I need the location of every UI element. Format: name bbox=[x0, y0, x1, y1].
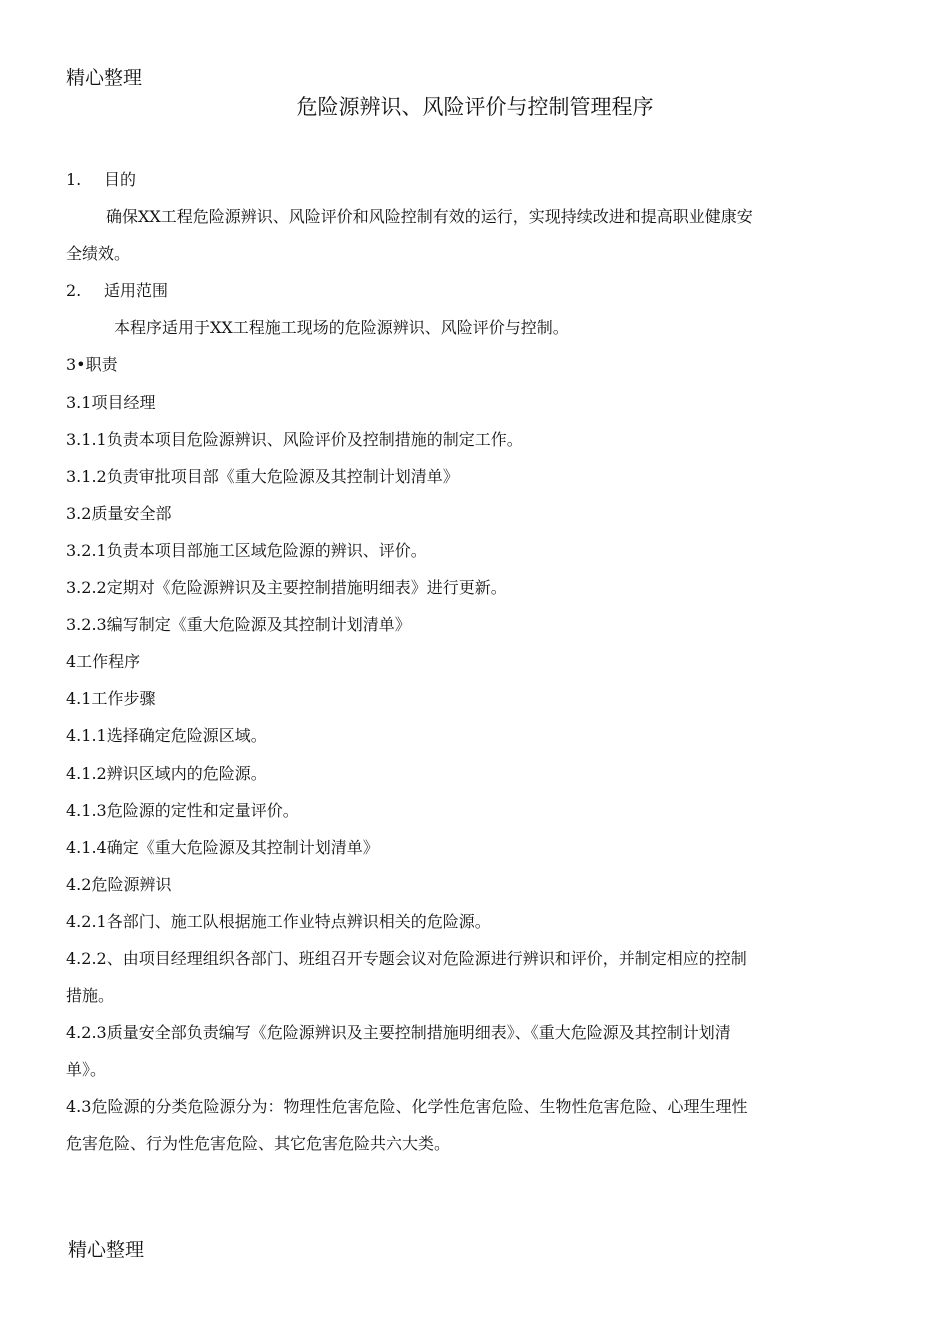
section-2-title: 适用范围 bbox=[104, 281, 169, 301]
section-4-1-1: 4.1.1选择确定危险源区域。 bbox=[66, 726, 267, 746]
section-4-2-2-line-2: 措施。 bbox=[66, 986, 115, 1006]
document-body bbox=[66, 161, 882, 1163]
section-4-2-3-line-2: 单》。 bbox=[66, 1060, 107, 1080]
section-4-3-line-1: 4.3危险源的分类危险源分为：物理性危害危险、化学性危害危险、生物性危害危险、心理生理性 bbox=[66, 1097, 748, 1117]
section-4-2-2-line-1: 4.2.2、由项目经理组织各部门、班组召开专题会议对危险源进行辨识和评价，并制定相应的控制 bbox=[66, 948, 747, 968]
section-3-2-heading: 3.2质量安全部 bbox=[66, 503, 172, 523]
section-3-2-2: 3.2.2定期对《危险源辨识及主要控制措施明细表》进行更新。 bbox=[66, 578, 507, 598]
section-2-number: 2. bbox=[66, 281, 82, 301]
section-3-heading: 3•职责 bbox=[66, 355, 118, 375]
section-4-2-3-line-1: 4.2.3质量安全部负责编写《危险源辨识及主要控制措施明细表》、《重大危险源及其控制计划清 bbox=[66, 1023, 731, 1043]
header-note: 精心整理 bbox=[66, 67, 143, 89]
section-4-2-heading: 4.2危险源辨识 bbox=[66, 874, 172, 894]
section-3-1-1: 3.1.1负责本项目危险源辨识、风险评价及控制措施的制定工作。 bbox=[66, 429, 523, 449]
section-4-3-line-2: 危害危险、行为性危害危险、其它危害危险共六大类。 bbox=[66, 1134, 451, 1154]
section-4-2-1: 4.2.1各部门、施工队根据施工作业特点辨识相关的危险源。 bbox=[66, 911, 491, 931]
section-1-number: 1. bbox=[66, 170, 82, 189]
section-3-2-3: 3.2.3编写制定《重大危险源及其控制计划清单》 bbox=[66, 615, 411, 635]
section-3-2-1: 3.2.1负责本项目部施工区域危险源的辨识、评价。 bbox=[66, 540, 427, 560]
section-4-1-4: 4.1.4确定《重大危险源及其控制计划清单》 bbox=[66, 837, 379, 857]
section-3-1-heading: 3.1项目经理 bbox=[66, 392, 156, 412]
section-4-1-2: 4.1.2辨识区域内的危险源。 bbox=[66, 763, 267, 783]
section-1-heading bbox=[66, 161, 882, 198]
section-1-title: 目的 bbox=[104, 170, 137, 189]
section-2-heading bbox=[66, 272, 882, 309]
section-4-1-3: 4.1.3危险源的定性和定量评价。 bbox=[66, 800, 299, 820]
section-1-paragraph-line-1: 确保XX工程危险源辨识、风险评价和风险控制有效的运行，实现持续改进和提高职业健康安 bbox=[106, 207, 753, 227]
footer-note: 精心整理 bbox=[68, 1239, 145, 1261]
section-2-paragraph: 本程序适用于XX工程施工现场的危险源辨识、风险评价与控制。 bbox=[114, 318, 569, 338]
document-title: 危险源辨识、风险评价与控制管理程序 bbox=[296, 95, 654, 119]
section-3-1-2: 3.1.2负责审批项目部《重大危险源及其控制计划清单》 bbox=[66, 466, 459, 486]
section-4-heading: 4工作程序 bbox=[66, 652, 141, 672]
section-4-1-heading: 4.1工作步骤 bbox=[66, 689, 156, 709]
section-1-paragraph-line-2: 全绩效。 bbox=[66, 244, 131, 264]
